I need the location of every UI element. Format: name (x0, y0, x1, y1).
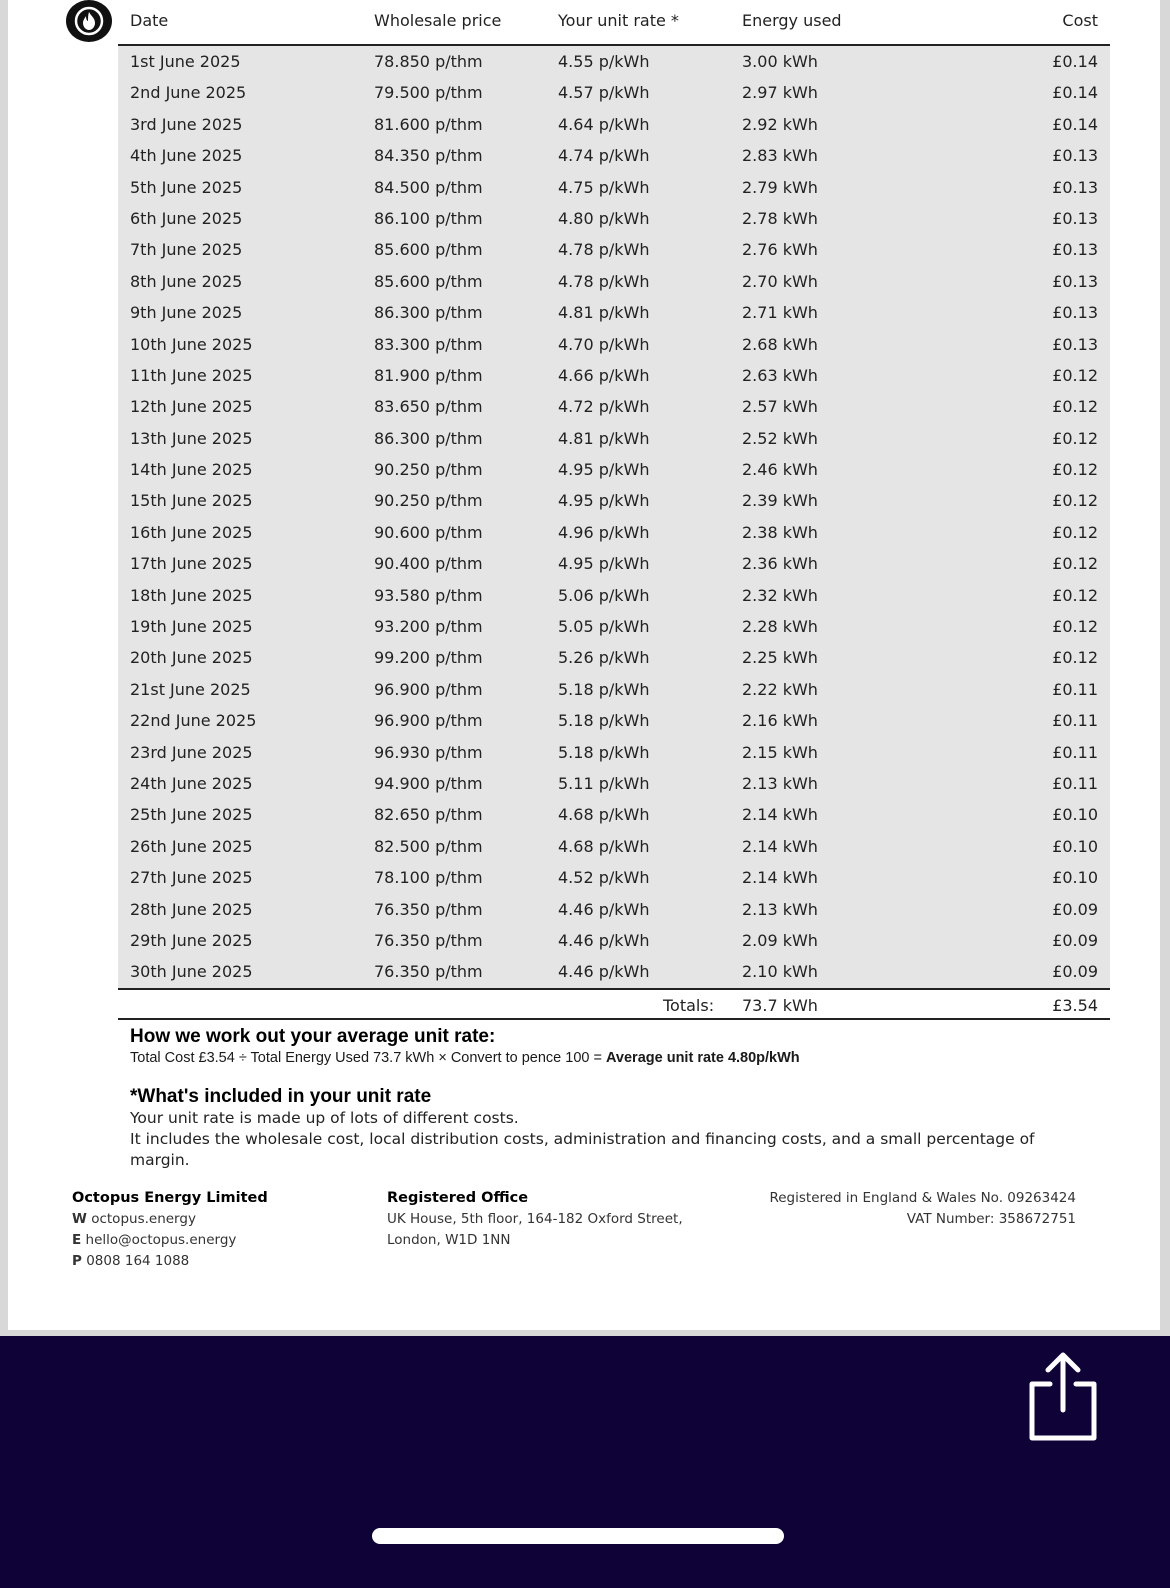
cell-energy: 2.25 kWh (742, 648, 818, 668)
cell-wholesale: 90.400 p/thm (374, 554, 483, 574)
cell-energy: 2.38 kWh (742, 522, 818, 542)
statement-page (8, 0, 1160, 1330)
home-indicator[interactable] (372, 1528, 784, 1544)
header-unit-rate: Your unit rate * (558, 11, 679, 30)
cell-date: 2nd June 2025 (130, 83, 247, 103)
cell-wholesale: 84.500 p/thm (374, 177, 483, 197)
cell-date: 13th June 2025 (130, 428, 253, 448)
cell-wholesale: 79.500 p/thm (374, 83, 483, 103)
registered-office (387, 1188, 683, 1251)
cell-cost: £0.14 (1052, 52, 1098, 71)
formula-text: Total Cost £3.54 ÷ Total Energy Used 73.7 kWh × Convert to pence 100 = (130, 1050, 606, 1066)
header-cost: Cost (1062, 11, 1098, 30)
cell-date: 27th June 2025 (130, 868, 253, 888)
totals-energy: 73.7 kWh (742, 995, 818, 1015)
table-row (118, 768, 1110, 799)
cell-cost: £0.09 (1052, 930, 1098, 950)
cell-energy: 2.97 kWh (742, 83, 818, 103)
table-row (118, 799, 1110, 830)
cell-rate: 4.81 p/kWh (558, 428, 650, 448)
table-header (118, 0, 1110, 46)
cell-rate: 5.05 p/kWh (558, 617, 650, 637)
cell-rate: 5.18 p/kWh (558, 711, 650, 731)
cell-rate: 4.68 p/kWh (558, 805, 650, 825)
cell-wholesale: 96.900 p/thm (374, 679, 483, 699)
table-row (118, 580, 1110, 611)
cell-wholesale: 93.200 p/thm (374, 617, 483, 637)
table-row (118, 642, 1110, 673)
email-line (72, 1230, 268, 1251)
cell-wholesale: 83.650 p/thm (374, 397, 483, 417)
included-heading: *What's included in your unit rate (130, 1086, 432, 1107)
cell-date: 26th June 2025 (130, 836, 253, 856)
table-row (118, 674, 1110, 705)
table-row (118, 46, 1110, 77)
cell-energy: 2.14 kWh (742, 805, 818, 825)
vat-number: VAT Number: 358672751 (906, 1211, 1076, 1227)
cell-date: 11th June 2025 (130, 365, 253, 385)
cell-rate: 4.64 p/kWh (558, 114, 650, 134)
cell-date: 5th June 2025 (130, 177, 243, 197)
cell-wholesale: 96.900 p/thm (374, 711, 483, 731)
cell-cost: £0.12 (1052, 522, 1098, 542)
office-line-1: UK House, 5th floor, 164-182 Oxford Street, (387, 1211, 683, 1227)
cell-wholesale: 90.250 p/thm (374, 460, 483, 480)
cell-cost: £0.11 (1052, 679, 1098, 699)
phone-label: P (72, 1253, 82, 1269)
cell-energy: 2.13 kWh (742, 773, 818, 793)
cell-wholesale: 96.930 p/thm (374, 742, 483, 762)
cell-date: 6th June 2025 (130, 208, 243, 228)
table-row (118, 77, 1110, 108)
cell-wholesale: 93.580 p/thm (374, 585, 483, 605)
cell-wholesale: 76.350 p/thm (374, 899, 483, 919)
included-line-1: Your unit rate is made up of lots of different costs. (130, 1109, 519, 1127)
header-date: Date (130, 11, 169, 30)
cell-wholesale: 85.600 p/thm (374, 240, 483, 260)
table-row (118, 705, 1110, 736)
cell-rate: 4.96 p/kWh (558, 522, 650, 542)
table-body (118, 46, 1110, 988)
cell-energy: 2.52 kWh (742, 428, 818, 448)
cell-energy: 2.68 kWh (742, 334, 818, 354)
cell-energy: 2.10 kWh (742, 962, 818, 982)
cell-energy: 2.14 kWh (742, 836, 818, 856)
cell-energy: 2.16 kWh (742, 711, 818, 731)
cell-cost: £0.12 (1052, 585, 1098, 605)
cell-cost: £0.09 (1052, 962, 1098, 982)
table-row (118, 894, 1110, 925)
cell-energy: 2.46 kWh (742, 460, 818, 480)
company-name: Octopus Energy Limited (72, 1190, 268, 1206)
cell-cost: £0.12 (1052, 491, 1098, 511)
cell-date: 20th June 2025 (130, 648, 253, 668)
cell-wholesale: 81.600 p/thm (374, 114, 483, 134)
cell-wholesale: 85.600 p/thm (374, 271, 483, 291)
cell-wholesale: 86.100 p/thm (374, 208, 483, 228)
web-label: W (72, 1211, 87, 1227)
table-row (118, 517, 1110, 548)
cell-cost: £0.09 (1052, 899, 1098, 919)
table-row (118, 423, 1110, 454)
cell-rate: 4.52 p/kWh (558, 868, 650, 888)
table-row (118, 737, 1110, 768)
totals-label: Totals: (663, 995, 715, 1015)
cell-wholesale: 86.300 p/thm (374, 303, 483, 323)
unit-rate-info (130, 1086, 1090, 1171)
cell-cost: £0.12 (1052, 460, 1098, 480)
cell-date: 1st June 2025 (130, 52, 241, 71)
cell-rate: 4.46 p/kWh (558, 930, 650, 950)
cell-date: 12th June 2025 (130, 397, 253, 417)
cell-cost: £0.13 (1052, 208, 1098, 228)
table-row (118, 234, 1110, 265)
cell-rate: 4.46 p/kWh (558, 899, 650, 919)
cell-cost: £0.13 (1052, 271, 1098, 291)
table-row (118, 172, 1110, 203)
cell-rate: 4.66 p/kWh (558, 365, 650, 385)
cell-rate: 4.68 p/kWh (558, 836, 650, 856)
cell-wholesale: 81.900 p/thm (374, 365, 483, 385)
table-row (118, 956, 1110, 987)
cell-cost: £0.12 (1052, 648, 1098, 668)
cell-energy: 3.00 kWh (742, 52, 818, 71)
table-row (118, 485, 1110, 516)
cell-date: 15th June 2025 (130, 491, 253, 511)
cell-date: 10th June 2025 (130, 334, 253, 354)
cell-rate: 5.18 p/kWh (558, 679, 650, 699)
cell-date: 18th June 2025 (130, 585, 253, 605)
cell-cost: £0.12 (1052, 617, 1098, 637)
cell-energy: 2.22 kWh (742, 679, 818, 699)
cell-energy: 2.76 kWh (742, 240, 818, 260)
cell-energy: 2.39 kWh (742, 491, 818, 511)
cell-wholesale: 76.350 p/thm (374, 930, 483, 950)
cell-date: 24th June 2025 (130, 773, 253, 793)
cell-energy: 2.36 kWh (742, 554, 818, 574)
cell-wholesale: 78.850 p/thm (374, 52, 483, 71)
table-row (118, 203, 1110, 234)
cell-energy: 2.70 kWh (742, 271, 818, 291)
phone-link[interactable]: 0808 164 1088 (86, 1253, 190, 1269)
cell-date: 25th June 2025 (130, 805, 253, 825)
table-row (118, 862, 1110, 893)
cell-energy: 2.63 kWh (742, 365, 818, 385)
cell-wholesale: 86.300 p/thm (374, 428, 483, 448)
header-energy: Energy used (742, 11, 842, 30)
company-contact (72, 1188, 268, 1272)
cell-energy: 2.71 kWh (742, 303, 818, 323)
cell-date: 3rd June 2025 (130, 114, 243, 134)
cell-cost: £0.12 (1052, 554, 1098, 574)
cell-energy: 2.78 kWh (742, 208, 818, 228)
cell-energy: 2.14 kWh (742, 868, 818, 888)
office-title: Registered Office (387, 1190, 529, 1206)
cell-energy: 2.13 kWh (742, 899, 818, 919)
cell-rate: 4.78 p/kWh (558, 271, 650, 291)
table-row (118, 360, 1110, 391)
web-line (72, 1209, 268, 1230)
cell-rate: 4.74 p/kWh (558, 146, 650, 166)
registration-number: Registered in England & Wales No. 09263424 (769, 1190, 1076, 1206)
table-row (118, 925, 1110, 956)
table-row (118, 391, 1110, 422)
header-wholesale: Wholesale price (374, 11, 502, 30)
email-link[interactable]: hello@octopus.energy (85, 1232, 237, 1248)
cell-rate: 5.18 p/kWh (558, 742, 650, 762)
cell-date: 7th June 2025 (130, 240, 243, 260)
web-link[interactable]: octopus.energy (91, 1211, 196, 1227)
cell-date: 23rd June 2025 (130, 742, 253, 762)
share-icon (1024, 1350, 1102, 1442)
cell-date: 30th June 2025 (130, 962, 253, 982)
cell-date: 8th June 2025 (130, 271, 243, 291)
cell-date: 19th June 2025 (130, 617, 253, 637)
email-label: E (72, 1232, 82, 1248)
cell-rate: 5.11 p/kWh (558, 773, 650, 793)
cell-cost: £0.10 (1052, 805, 1098, 825)
share-button[interactable] (1024, 1350, 1102, 1442)
table-row (118, 548, 1110, 579)
registration-info (769, 1188, 1076, 1230)
cell-cost: £0.12 (1052, 397, 1098, 417)
flame-icon (66, 0, 112, 42)
cell-energy: 2.79 kWh (742, 177, 818, 197)
cell-energy: 2.32 kWh (742, 585, 818, 605)
cell-rate: 5.06 p/kWh (558, 585, 650, 605)
cell-energy: 2.28 kWh (742, 617, 818, 637)
cell-cost: £0.10 (1052, 868, 1098, 888)
cell-rate: 4.72 p/kWh (558, 397, 650, 417)
table-row (118, 831, 1110, 862)
cell-cost: £0.11 (1052, 711, 1098, 731)
cell-cost: £0.11 (1052, 773, 1098, 793)
daily-usage-table (118, 0, 1110, 1020)
cell-wholesale: 82.500 p/thm (374, 836, 483, 856)
cell-wholesale: 76.350 p/thm (374, 962, 483, 982)
cell-energy: 2.15 kWh (742, 742, 818, 762)
average-formula (130, 1050, 1090, 1066)
cell-wholesale: 82.650 p/thm (374, 805, 483, 825)
office-line-2: London, W1D 1NN (387, 1232, 511, 1248)
cell-cost: £0.10 (1052, 836, 1098, 856)
cell-rate: 4.95 p/kWh (558, 491, 650, 511)
cell-energy: 2.92 kWh (742, 114, 818, 134)
table-row (118, 297, 1110, 328)
cell-rate: 4.70 p/kWh (558, 334, 650, 354)
cell-date: 16th June 2025 (130, 522, 253, 542)
table-row (118, 266, 1110, 297)
cell-wholesale: 84.350 p/thm (374, 146, 483, 166)
cell-rate: 4.46 p/kWh (558, 962, 650, 982)
average-rate-section (130, 1026, 1090, 1066)
cell-date: 22nd June 2025 (130, 711, 257, 731)
cell-wholesale: 90.600 p/thm (374, 522, 483, 542)
cell-date: 4th June 2025 (130, 146, 243, 166)
table-row (118, 454, 1110, 485)
cell-rate: 4.95 p/kWh (558, 460, 650, 480)
cell-cost: £0.13 (1052, 303, 1098, 323)
cell-cost: £0.13 (1052, 146, 1098, 166)
cell-rate: 4.80 p/kWh (558, 208, 650, 228)
cell-rate: 4.57 p/kWh (558, 83, 650, 103)
cell-cost: £0.13 (1052, 334, 1098, 354)
cell-cost: £0.12 (1052, 365, 1098, 385)
cell-rate: 4.75 p/kWh (558, 177, 650, 197)
cell-cost: £0.12 (1052, 428, 1098, 448)
cell-wholesale: 99.200 p/thm (374, 648, 483, 668)
formula-result: Average unit rate 4.80p/kWh (606, 1050, 800, 1066)
cell-wholesale: 90.250 p/thm (374, 491, 483, 511)
cell-date: 29th June 2025 (130, 930, 253, 950)
cell-wholesale: 78.100 p/thm (374, 868, 483, 888)
cell-wholesale: 83.300 p/thm (374, 334, 483, 354)
cell-rate: 5.26 p/kWh (558, 648, 650, 668)
cell-date: 17th June 2025 (130, 554, 253, 574)
cell-rate: 4.95 p/kWh (558, 554, 650, 574)
table-row (118, 109, 1110, 140)
cell-energy: 2.83 kWh (742, 146, 818, 166)
cell-wholesale: 94.900 p/thm (374, 773, 483, 793)
cell-rate: 4.78 p/kWh (558, 240, 650, 260)
totals-row (118, 988, 1110, 1020)
cell-rate: 4.81 p/kWh (558, 303, 650, 323)
totals-cost: £3.54 (1052, 995, 1098, 1015)
cell-cost: £0.11 (1052, 742, 1098, 762)
cell-cost: £0.13 (1052, 240, 1098, 260)
cell-date: 9th June 2025 (130, 303, 243, 323)
cell-date: 28th June 2025 (130, 899, 253, 919)
table-row (118, 611, 1110, 642)
average-heading: How we work out your average unit rate: (130, 1026, 496, 1047)
cell-energy: 2.57 kWh (742, 397, 818, 417)
cell-rate: 4.55 p/kWh (558, 52, 650, 71)
table-row (118, 140, 1110, 171)
cell-date: 21st June 2025 (130, 679, 251, 699)
included-line-2: It includes the wholesale cost, local distribution costs, administration and financing costs, and a small percentage of margin. (130, 1130, 1035, 1169)
cell-energy: 2.09 kWh (742, 930, 818, 950)
cell-date: 14th June 2025 (130, 460, 253, 480)
cell-cost: £0.14 (1052, 114, 1098, 134)
cell-cost: £0.14 (1052, 83, 1098, 103)
cell-cost: £0.13 (1052, 177, 1098, 197)
table-row (118, 329, 1110, 360)
phone-line (72, 1251, 268, 1272)
